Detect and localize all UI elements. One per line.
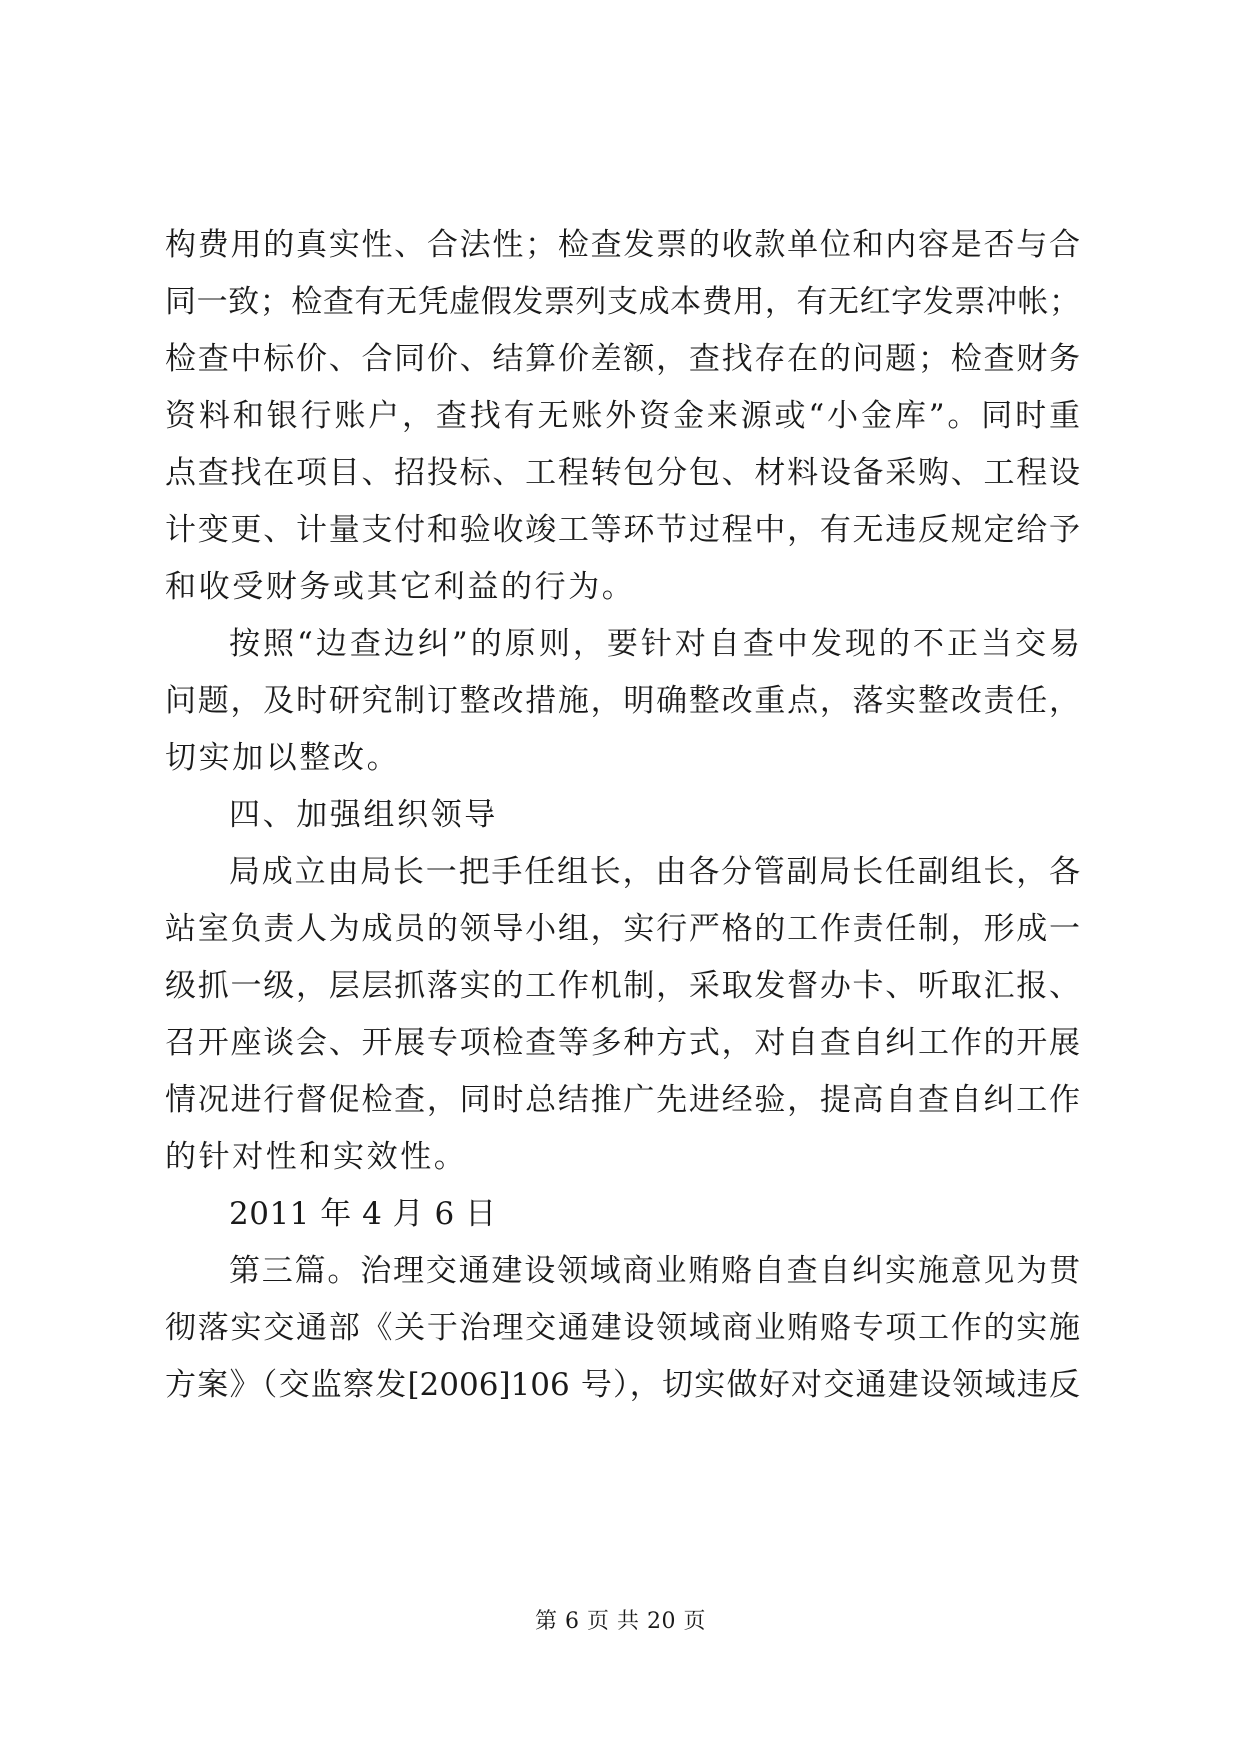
page-number-footer: 第 6 页 共 20 页 bbox=[535, 1609, 706, 1634]
text-line: 按照“边查边纠”的原则，要针对自查中发现的不正当交易 bbox=[229, 626, 1080, 662]
text-line: 构费用的真实性、合法性；检查发票的收款单位和内容是否与合 bbox=[165, 227, 1080, 263]
text-line: 同一致；检查有无凭虚假发票列支成本费用，有无红字发票冲帐； bbox=[165, 284, 1080, 320]
text-line: 和收受财务或其它利益的行为。 bbox=[165, 569, 636, 605]
text-line: 召开座谈会、开展专项检查等多种方式，对自查自纠工作的开展 bbox=[165, 1025, 1080, 1061]
section-heading: 四、加强组织领导 bbox=[229, 797, 498, 833]
text-line: 方案》（交监察发[2006]106 号），切实做好对交通建设领域违反 bbox=[165, 1367, 1080, 1403]
text-line: 情况进行督促检查，同时总结推广先进经验，提高自查自纠工作 bbox=[165, 1082, 1080, 1118]
text-line: 站室负责人为成员的领导小组，实行严格的工作责任制，形成一 bbox=[165, 911, 1080, 947]
text-line: 计变更、计量支付和验收竣工等环节过程中，有无违反规定给予 bbox=[165, 512, 1080, 548]
text-line: 局成立由局长一把手任组长，由各分管副局长任副组长，各 bbox=[229, 854, 1080, 890]
text-line: 级抓一级，层层抓落实的工作机制，采取发督办卡、听取汇报、 bbox=[165, 968, 1080, 1004]
text-line: 第三篇。治理交通建设领域商业贿赂自查自纠实施意见为贯 bbox=[229, 1253, 1080, 1289]
text-line: 的针对性和实效性。 bbox=[165, 1139, 468, 1175]
text-line: 问题，及时研究制订整改措施，明确整改重点，落实整改责任， bbox=[165, 683, 1080, 719]
text-line: 检查中标价、合同价、结算价差额，查找存在的问题；检查财务 bbox=[165, 341, 1080, 377]
date-line: 2011 年 4 月 6 日 bbox=[229, 1196, 497, 1232]
text-line: 切实加以整改。 bbox=[165, 740, 401, 776]
text-line: 点查找在项目、招投标、工程转包分包、材料设备采购、工程设 bbox=[165, 455, 1080, 491]
text-line: 资料和银行账户，查找有无账外资金来源或“小金库”。同时重 bbox=[165, 398, 1080, 434]
text-line: 彻落实交通部《关于治理交通建设领域商业贿赂专项工作的实施 bbox=[165, 1310, 1080, 1346]
